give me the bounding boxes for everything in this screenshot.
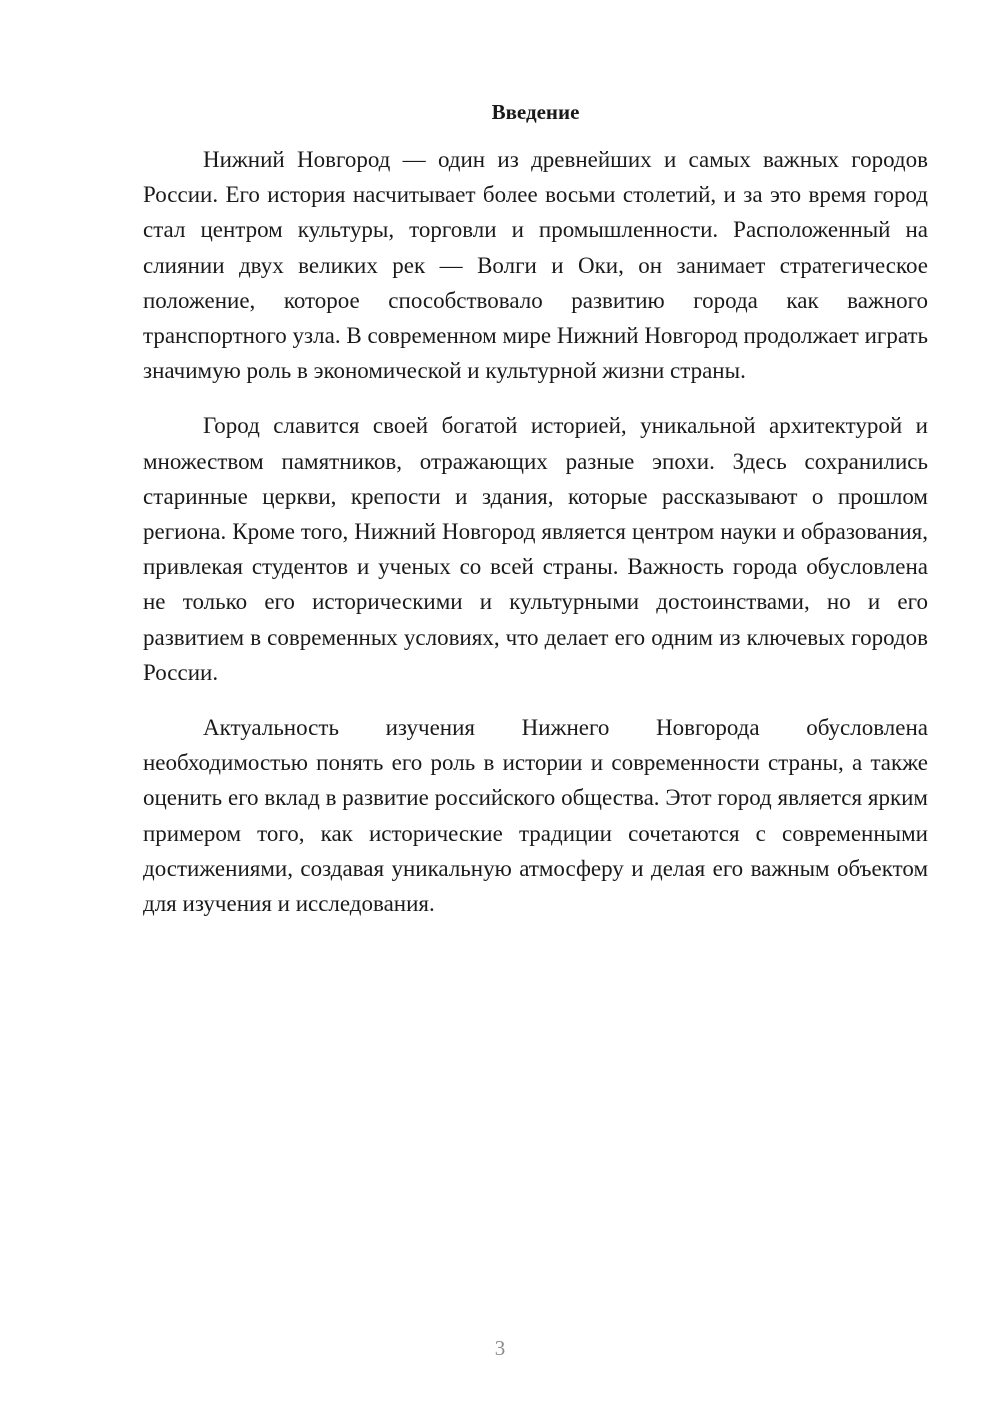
body-text (143, 142, 928, 941)
paragraph-3: Актуальность изучения Нижнего Новгорода обусловлена необходимостью понять его роль в истории и современности страны, а также оценить его вклад в развитие российского общества. Этот город является ярким примером того, как исторические традиции сочетаются с современными достижениями, создавая уникальную атмосферу и делая его важным объектом для изучения и исследования. (143, 715, 928, 917)
paragraph-1: Нижний Новгород — один из древнейших и самых важных городов России. Его история насчитывает более восьми столетий, и за это время город стал центром культуры, торговли и промышленности. Расположенный на слиянии двух великих рек — Волги и Оки, он занимает стратегическое положение, которое способствовало развитию города как важного транспортного узла. В современном мире Нижний Новгород продолжает играть значимую роль в экономической и культурной жизни страны. (143, 147, 928, 384)
page-number: 3 (494, 1336, 506, 1360)
section-heading: Введение (491, 100, 580, 124)
paragraph-2: Город славится своей богатой историей, уникальной архитектурой и множеством памятников, отражающих разные эпохи. Здесь сохранились старинные церкви, крепости и здания, которые рассказывают о прошлом региона. Кроме того, Нижний Новгород является центром науки и образования, привлекая студентов и ученых со всей страны. Важность города обусловлена не только его историческими и культурными достоинствами, но и его развитием в современных условиях, что делает его одним из ключевых городов России. (143, 413, 928, 685)
